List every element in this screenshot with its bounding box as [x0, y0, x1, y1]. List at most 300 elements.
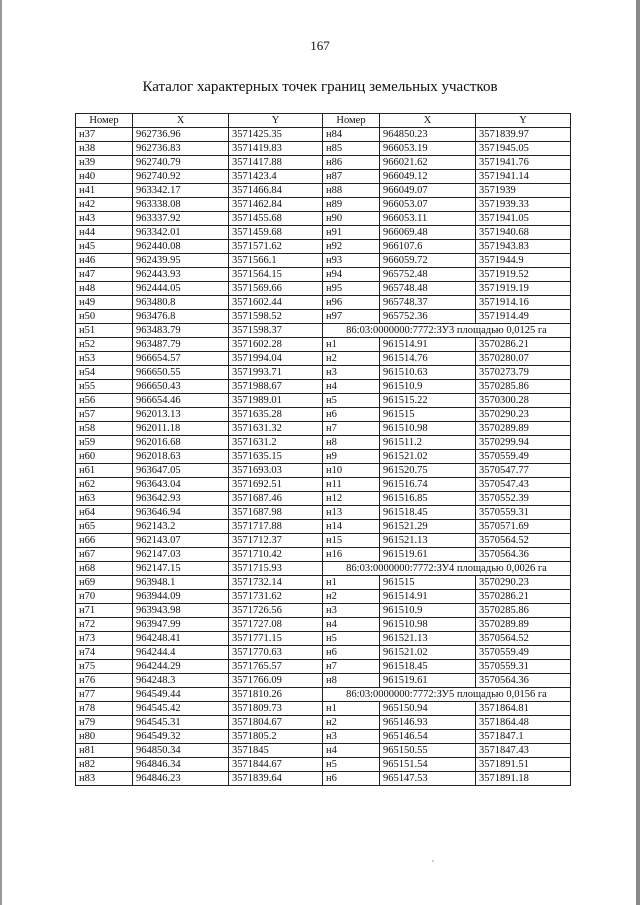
table-row: [76, 296, 571, 310]
y-coordinate-right: 3570286.21: [476, 590, 571, 604]
y-coordinate-right: 3570300.28: [476, 394, 571, 408]
table-row: [76, 716, 571, 730]
x-coordinate-right: 961515: [380, 576, 476, 590]
point-number-left: н72: [76, 618, 133, 632]
x-coordinate-left: 964850.34: [133, 744, 229, 758]
y-coordinate-right: 3571940.68: [476, 226, 571, 240]
x-coordinate-right: 961520.75: [380, 464, 476, 478]
y-coordinate-left: 3571466.84: [229, 184, 323, 198]
x-coordinate-right: 965150.55: [380, 744, 476, 758]
scan-edge-left: [0, 0, 2, 905]
table-row: [76, 128, 571, 142]
table-row: [76, 562, 571, 576]
x-coordinate-left: 964248.41: [133, 632, 229, 646]
table-row: [76, 702, 571, 716]
x-coordinate-left: 962018.63: [133, 450, 229, 464]
x-coordinate-left: 964545.42: [133, 702, 229, 716]
table-row: [76, 352, 571, 366]
table-row: [76, 380, 571, 394]
plot-section-heading: 86:03:0000000:7772:ЗУ4 площадью 0,0026 га: [323, 562, 571, 576]
y-coordinate-left: 3571425.35: [229, 128, 323, 142]
y-coordinate-left: 3571598.52: [229, 310, 323, 324]
table-row: [76, 520, 571, 534]
point-number-right: н12: [323, 492, 380, 506]
y-coordinate-right: 3571939.33: [476, 198, 571, 212]
table-row: [76, 184, 571, 198]
point-number-left: н54: [76, 366, 133, 380]
y-coordinate-left: 3571809.73: [229, 702, 323, 716]
point-number-left: н37: [76, 128, 133, 142]
x-coordinate-right: 961514.91: [380, 338, 476, 352]
x-coordinate-left: 962016.68: [133, 436, 229, 450]
x-coordinate-right: 961510.9: [380, 380, 476, 394]
x-coordinate-left: 963646.94: [133, 506, 229, 520]
header-x-left: X: [133, 114, 229, 128]
x-coordinate-left: 963943.98: [133, 604, 229, 618]
point-number-left: н78: [76, 702, 133, 716]
y-coordinate-right: 3570547.43: [476, 478, 571, 492]
point-number-left: н50: [76, 310, 133, 324]
table-row: [76, 772, 571, 786]
point-number-left: н77: [76, 688, 133, 702]
x-coordinate-left: 963483.79: [133, 324, 229, 338]
point-number-right: н16: [323, 548, 380, 562]
y-coordinate-right: 3571941.05: [476, 212, 571, 226]
point-number-right: н10: [323, 464, 380, 478]
point-number-left: н47: [76, 268, 133, 282]
x-coordinate-left: 962740.92: [133, 170, 229, 184]
y-coordinate-right: 3570564.52: [476, 534, 571, 548]
y-coordinate-right: 3570547.77: [476, 464, 571, 478]
table-row: [76, 366, 571, 380]
y-coordinate-left: 3571631.2: [229, 436, 323, 450]
x-coordinate-left: 963480.8: [133, 296, 229, 310]
point-number-right: н2: [323, 590, 380, 604]
point-number-left: н65: [76, 520, 133, 534]
point-number-left: н38: [76, 142, 133, 156]
x-coordinate-right: 961516.74: [380, 478, 476, 492]
table-row: [76, 730, 571, 744]
x-coordinate-left: 964846.34: [133, 758, 229, 772]
y-coordinate-right: 3570559.49: [476, 450, 571, 464]
table-row: [76, 464, 571, 478]
scan-edge-right: [636, 0, 640, 905]
y-coordinate-left: 3571766.09: [229, 674, 323, 688]
y-coordinate-left: 3571993.71: [229, 366, 323, 380]
y-coordinate-left: 3571566.1: [229, 254, 323, 268]
y-coordinate-right: 3570564.52: [476, 632, 571, 646]
point-number-right: н5: [323, 394, 380, 408]
y-coordinate-left: 3571844.67: [229, 758, 323, 772]
table-row: [76, 632, 571, 646]
table-row: [76, 758, 571, 772]
point-number-left: н69: [76, 576, 133, 590]
point-number-left: н60: [76, 450, 133, 464]
point-number-left: н43: [76, 212, 133, 226]
point-number-left: н75: [76, 660, 133, 674]
y-coordinate-right: 3570289.89: [476, 422, 571, 436]
x-coordinate-right: 965151.54: [380, 758, 476, 772]
y-coordinate-left: 3571712.37: [229, 534, 323, 548]
table-row: [76, 338, 571, 352]
table-row: [76, 534, 571, 548]
x-coordinate-right: 965748.37: [380, 296, 476, 310]
point-number-right: н2: [323, 352, 380, 366]
point-number-left: н63: [76, 492, 133, 506]
y-coordinate-right: 3571941.14: [476, 170, 571, 184]
point-number-right: н3: [323, 366, 380, 380]
y-coordinate-right: 3571941.76: [476, 156, 571, 170]
point-number-left: н40: [76, 170, 133, 184]
point-number-left: н48: [76, 282, 133, 296]
y-coordinate-left: 3571727.08: [229, 618, 323, 632]
point-number-right: н96: [323, 296, 380, 310]
x-coordinate-right: 961510.63: [380, 366, 476, 380]
point-number-right: н7: [323, 422, 380, 436]
y-coordinate-right: 3571945.05: [476, 142, 571, 156]
y-coordinate-right: 3570552.39: [476, 492, 571, 506]
point-number-right: н3: [323, 604, 380, 618]
y-coordinate-right: 3571919.52: [476, 268, 571, 282]
x-coordinate-left: 962013.13: [133, 408, 229, 422]
y-coordinate-left: 3571602.44: [229, 296, 323, 310]
x-coordinate-left: 963948.1: [133, 576, 229, 590]
point-number-right: н85: [323, 142, 380, 156]
point-number-right: н92: [323, 240, 380, 254]
point-number-right: н4: [323, 618, 380, 632]
point-number-left: н55: [76, 380, 133, 394]
x-coordinate-left: 963342.17: [133, 184, 229, 198]
y-coordinate-right: 3570299.94: [476, 436, 571, 450]
point-number-right: н8: [323, 674, 380, 688]
point-number-right: н1: [323, 576, 380, 590]
x-coordinate-left: 966650.55: [133, 366, 229, 380]
x-coordinate-right: 961521.02: [380, 450, 476, 464]
point-number-right: н87: [323, 170, 380, 184]
scan-speck: [432, 860, 434, 862]
y-coordinate-right: 3570273.79: [476, 366, 571, 380]
plot-section-heading: 86:03:0000000:7772:ЗУ3 площадью 0,0125 га: [323, 324, 571, 338]
y-coordinate-right: 3570280.07: [476, 352, 571, 366]
table-row: [76, 688, 571, 702]
x-coordinate-right: 966107.6: [380, 240, 476, 254]
x-coordinate-left: 964244.4: [133, 646, 229, 660]
point-number-left: н59: [76, 436, 133, 450]
x-coordinate-left: 962443.93: [133, 268, 229, 282]
point-number-left: н53: [76, 352, 133, 366]
y-coordinate-right: 3570290.23: [476, 408, 571, 422]
point-number-right: н9: [323, 450, 380, 464]
y-coordinate-right: 3571847.43: [476, 744, 571, 758]
y-coordinate-right: 3570290.23: [476, 576, 571, 590]
x-coordinate-left: 963338.08: [133, 198, 229, 212]
x-coordinate-left: 964549.32: [133, 730, 229, 744]
table-row: [76, 254, 571, 268]
point-number-left: н52: [76, 338, 133, 352]
table-row: [76, 212, 571, 226]
x-coordinate-left: 962740.79: [133, 156, 229, 170]
point-number-right: н14: [323, 520, 380, 534]
point-number-left: н58: [76, 422, 133, 436]
y-coordinate-left: 3571569.66: [229, 282, 323, 296]
x-coordinate-left: 964248.3: [133, 674, 229, 688]
point-number-left: н42: [76, 198, 133, 212]
y-coordinate-left: 3571770.63: [229, 646, 323, 660]
x-coordinate-left: 962736.96: [133, 128, 229, 142]
y-coordinate-right: 3571891.51: [476, 758, 571, 772]
table-row: [76, 506, 571, 520]
table-row: [76, 450, 571, 464]
header-x-right: X: [380, 114, 476, 128]
x-coordinate-left: 963337.92: [133, 212, 229, 226]
x-coordinate-right: 965748.48: [380, 282, 476, 296]
table-row: [76, 198, 571, 212]
x-coordinate-left: 962440.08: [133, 240, 229, 254]
point-number-right: н5: [323, 632, 380, 646]
point-number-right: н5: [323, 758, 380, 772]
table-row: [76, 576, 571, 590]
table-row: [76, 240, 571, 254]
y-coordinate-left: 3571687.46: [229, 492, 323, 506]
x-coordinate-right: 965752.36: [380, 310, 476, 324]
table-row: [76, 394, 571, 408]
y-coordinate-left: 3571732.14: [229, 576, 323, 590]
x-coordinate-left: 966654.57: [133, 352, 229, 366]
y-coordinate-left: 3571771.15: [229, 632, 323, 646]
x-coordinate-right: 961521.29: [380, 520, 476, 534]
table-row: [76, 744, 571, 758]
y-coordinate-right: 3571864.81: [476, 702, 571, 716]
table-row: [76, 674, 571, 688]
y-coordinate-right: 3571944.9: [476, 254, 571, 268]
y-coordinate-left: 3571693.03: [229, 464, 323, 478]
y-coordinate-left: 3571804.67: [229, 716, 323, 730]
table-body: [76, 128, 571, 786]
point-number-right: н91: [323, 226, 380, 240]
x-coordinate-left: 962143.2: [133, 520, 229, 534]
point-number-right: н11: [323, 478, 380, 492]
table-row: [76, 492, 571, 506]
y-coordinate-right: 3570559.31: [476, 506, 571, 520]
table-row: [76, 590, 571, 604]
y-coordinate-right: 3570285.86: [476, 604, 571, 618]
x-coordinate-right: 965147.53: [380, 772, 476, 786]
table-row: [76, 660, 571, 674]
y-coordinate-right: 3571939: [476, 184, 571, 198]
point-number-right: н2: [323, 716, 380, 730]
x-coordinate-left: 966650.43: [133, 380, 229, 394]
point-number-right: н3: [323, 730, 380, 744]
y-coordinate-left: 3571635.28: [229, 408, 323, 422]
y-coordinate-left: 3571571.62: [229, 240, 323, 254]
point-number-left: н68: [76, 562, 133, 576]
point-number-left: н49: [76, 296, 133, 310]
point-number-left: н81: [76, 744, 133, 758]
x-coordinate-left: 962011.18: [133, 422, 229, 436]
table-row: [76, 156, 571, 170]
y-coordinate-left: 3571765.57: [229, 660, 323, 674]
point-number-right: н7: [323, 660, 380, 674]
x-coordinate-right: 965146.54: [380, 730, 476, 744]
point-number-left: н71: [76, 604, 133, 618]
x-coordinate-right: 961510.9: [380, 604, 476, 618]
point-number-left: н83: [76, 772, 133, 786]
point-number-left: н41: [76, 184, 133, 198]
point-number-left: н45: [76, 240, 133, 254]
table-row: [76, 324, 571, 338]
point-number-left: н66: [76, 534, 133, 548]
point-number-right: н89: [323, 198, 380, 212]
x-coordinate-right: 966059.72: [380, 254, 476, 268]
point-number-right: н97: [323, 310, 380, 324]
point-number-right: н90: [323, 212, 380, 226]
y-coordinate-left: 3571717.88: [229, 520, 323, 534]
point-number-left: н64: [76, 506, 133, 520]
x-coordinate-right: 961521.13: [380, 632, 476, 646]
x-coordinate-left: 962143.07: [133, 534, 229, 548]
x-coordinate-right: 965150.94: [380, 702, 476, 716]
y-coordinate-right: 3570286.21: [476, 338, 571, 352]
y-coordinate-right: 3570571.69: [476, 520, 571, 534]
y-coordinate-right: 3571839.97: [476, 128, 571, 142]
header-y-right: Y: [476, 114, 571, 128]
y-coordinate-left: 3571602.28: [229, 338, 323, 352]
x-coordinate-right: 966053.07: [380, 198, 476, 212]
point-number-left: н62: [76, 478, 133, 492]
table-row: [76, 282, 571, 296]
x-coordinate-right: 964850.23: [380, 128, 476, 142]
y-coordinate-left: 3571687.98: [229, 506, 323, 520]
point-number-left: н56: [76, 394, 133, 408]
y-coordinate-right: 3571864.48: [476, 716, 571, 730]
x-coordinate-left: 962147.15: [133, 562, 229, 576]
point-number-right: н95: [323, 282, 380, 296]
x-coordinate-right: 961516.85: [380, 492, 476, 506]
x-coordinate-right: 961510.98: [380, 422, 476, 436]
y-coordinate-left: 3571726.56: [229, 604, 323, 618]
y-coordinate-left: 3571810.26: [229, 688, 323, 702]
x-coordinate-right: 965146.93: [380, 716, 476, 730]
y-coordinate-left: 3571710.42: [229, 548, 323, 562]
y-coordinate-left: 3571715.93: [229, 562, 323, 576]
x-coordinate-right: 966053.11: [380, 212, 476, 226]
point-number-right: н4: [323, 380, 380, 394]
document-title: Каталог характерных точек границ земельных участков: [142, 79, 498, 95]
point-number-right: н94: [323, 268, 380, 282]
y-coordinate-right: 3571914.16: [476, 296, 571, 310]
x-coordinate-right: 961514.91: [380, 590, 476, 604]
point-number-left: н76: [76, 674, 133, 688]
point-number-left: н44: [76, 226, 133, 240]
point-number-right: н93: [323, 254, 380, 268]
point-number-left: н67: [76, 548, 133, 562]
y-coordinate-left: 3571419.83: [229, 142, 323, 156]
x-coordinate-right: 961521.13: [380, 534, 476, 548]
table-row: [76, 604, 571, 618]
point-number-left: н51: [76, 324, 133, 338]
y-coordinate-right: 3570564.36: [476, 674, 571, 688]
x-coordinate-left: 963476.8: [133, 310, 229, 324]
x-coordinate-left: 964549.44: [133, 688, 229, 702]
y-coordinate-left: 3571994.04: [229, 352, 323, 366]
x-coordinate-right: 961519.61: [380, 548, 476, 562]
x-coordinate-left: 963947.99: [133, 618, 229, 632]
table-row: [76, 548, 571, 562]
y-coordinate-left: 3571564.15: [229, 268, 323, 282]
y-coordinate-left: 3571417.88: [229, 156, 323, 170]
x-coordinate-right: 961510.98: [380, 618, 476, 632]
header-y-left: Y: [229, 114, 323, 128]
x-coordinate-right: 966053.19: [380, 142, 476, 156]
x-coordinate-right: 961518.45: [380, 506, 476, 520]
x-coordinate-left: 964244.29: [133, 660, 229, 674]
table-row: [76, 310, 571, 324]
point-number-right: н13: [323, 506, 380, 520]
table-row: [76, 436, 571, 450]
y-coordinate-left: 3571839.64: [229, 772, 323, 786]
x-coordinate-left: 964545.31: [133, 716, 229, 730]
y-coordinate-left: 3571423.4: [229, 170, 323, 184]
y-coordinate-right: 3571943.83: [476, 240, 571, 254]
header-number-left: Номер: [76, 114, 133, 128]
table-row: [76, 142, 571, 156]
x-coordinate-left: 964846.23: [133, 772, 229, 786]
point-number-left: н46: [76, 254, 133, 268]
coordinates-table: [75, 113, 571, 786]
y-coordinate-left: 3571598.37: [229, 324, 323, 338]
point-number-right: н15: [323, 534, 380, 548]
x-coordinate-right: 966049.12: [380, 170, 476, 184]
x-coordinate-left: 966654.46: [133, 394, 229, 408]
x-coordinate-right: 965752.48: [380, 268, 476, 282]
y-coordinate-left: 3571988.67: [229, 380, 323, 394]
table-row: [76, 226, 571, 240]
y-coordinate-left: 3571805.2: [229, 730, 323, 744]
y-coordinate-left: 3571631.32: [229, 422, 323, 436]
y-coordinate-right: 3570559.49: [476, 646, 571, 660]
point-number-right: н6: [323, 646, 380, 660]
x-coordinate-right: 961518.45: [380, 660, 476, 674]
point-number-left: н80: [76, 730, 133, 744]
point-number-left: н61: [76, 464, 133, 478]
x-coordinate-right: 961515: [380, 408, 476, 422]
point-number-left: н57: [76, 408, 133, 422]
x-coordinate-left: 963643.04: [133, 478, 229, 492]
y-coordinate-left: 3571989.01: [229, 394, 323, 408]
y-coordinate-left: 3571459.68: [229, 226, 323, 240]
x-coordinate-left: 962444.05: [133, 282, 229, 296]
x-coordinate-right: 966069.48: [380, 226, 476, 240]
point-number-right: н88: [323, 184, 380, 198]
point-number-right: н4: [323, 744, 380, 758]
y-coordinate-right: 3571914.49: [476, 310, 571, 324]
x-coordinate-right: 961515.22: [380, 394, 476, 408]
page-number: 167: [310, 38, 330, 53]
x-coordinate-right: 961521.02: [380, 646, 476, 660]
table-row: [76, 422, 571, 436]
point-number-right: н1: [323, 338, 380, 352]
y-coordinate-right: 3571847.1: [476, 730, 571, 744]
y-coordinate-right: 3570564.36: [476, 548, 571, 562]
table-row: [76, 268, 571, 282]
point-number-left: н70: [76, 590, 133, 604]
x-coordinate-left: 963487.79: [133, 338, 229, 352]
table-row: [76, 170, 571, 184]
plot-section-heading: 86:03:0000000:7772:ЗУ5 площадью 0,0156 га: [323, 688, 571, 702]
x-coordinate-left: 963342.01: [133, 226, 229, 240]
y-coordinate-right: 3571891.18: [476, 772, 571, 786]
y-coordinate-left: 3571455.68: [229, 212, 323, 226]
